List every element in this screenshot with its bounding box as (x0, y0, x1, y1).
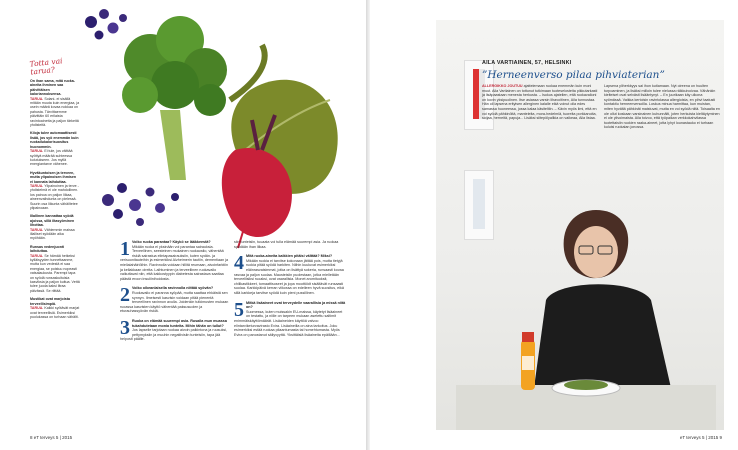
qa-answer: Ruokavalio ei paranna syöpää, mutta saattaa ehkäistä sen synnyn. Ilmeisesti kasvisin voidaan pitää pienentä terveellinen ravinnon avulla. Joidenkin tutkimusten mukaan ruoassa kasvisten käyttö vähentää paksusuolen ja eturauhassyövän riskiä. (120, 290, 229, 314)
myth-verdict: TARUA. (30, 96, 44, 101)
lead-in: ALLERGIKKO JOUTUU (482, 84, 523, 88)
qa-item (234, 254, 346, 295)
myth-question: Kiloja tulee automaattisesti lisää, jos syö enemmän kuin ruokailukalorisuositus huonommin. (30, 131, 79, 149)
qa-question: Voiko oikeanlaisella ravinnolla niittää syövän? (132, 286, 214, 291)
myth-sidebar (30, 58, 80, 319)
myth-item (30, 297, 80, 319)
qa-item (120, 286, 230, 314)
left-page (0, 0, 366, 450)
article-column-2 (234, 240, 346, 342)
qa-answer: Jos lapselle tarjotaan ruokaa aivoin palkintona ja ruusuksi, pettymyksiin ja muuhin negatiivisiin tunteisiin, tapa jää helposti päälle. (120, 328, 228, 342)
myth-item (30, 131, 80, 166)
blueberries-bottom (102, 183, 179, 226)
qa-number: 2 (120, 286, 130, 307)
myth-question: Mustikat ovat marjoista terveellisimpiä. (30, 297, 70, 306)
myth-verdict: TARUA. (30, 227, 44, 232)
qa-question: Mitä ruoka-aineita kaikkien pitäisi välttää? Miksi? (246, 254, 333, 259)
sidebar-title: Totta vai tarua? (29, 56, 63, 77)
myth-item (30, 79, 80, 127)
article-headline: ”Herneenverso pilaa pihviaterian” (482, 69, 665, 81)
right-page (370, 0, 738, 450)
qa-question: Ruoka on elämää suurempi asia. Rusaila mun muassa tukahdutetaan monia tunteita. Mihin tähän on tullut? (132, 318, 227, 328)
page-folio-right: eT terveys 5 | 2015 9 (679, 435, 722, 440)
myth-verdict: TARUA. (30, 306, 44, 311)
qa-answer: siin tunteisiin, tuuaata voi tulla elämää suurempi asia. Ja ruokaa syödään ihan liikaa. (234, 240, 339, 249)
myth-question: Hyväkuntoisen ja terveen, mutta ylipainoisen ihmisen ei kannata laihduttaa. (30, 170, 77, 184)
myth-answer: Vähiemmin maissa illalliset syödään aika myöhään. (30, 227, 75, 241)
qa-question: Mitkä lisäaineet ovat terveydelle vaarallisia ja missä niitä on? (246, 300, 346, 310)
qa-number: 4 (234, 254, 244, 275)
myth-question: On ihan sama, mitä ruoka-aineita ihminen saa päivittäisen kaloriannoksensa. (30, 79, 75, 97)
qa-answer: Mikään ruokia ei tarvitse kokonaan jättää pois, mutta tietyjä ruokia pitää syödä harkiten. Niihin kuuluvat esimerkiksi eläinrasvaisimmat, jotka on lisättyä sokeria, runsaasti kovaa rasvaa ja paljon suolaa. Mausteisiin puolestaan, jotka mielletään terveellisiksi ruoaksi, ovat vaarallisia. Monet aromituoksit, chilikastikkeet, tomaattisoseet ja jopa moottöidt sisältävät runsaasti suolaa. Karkkipäivä kerran viikossa on edelleen hyvä suositus, eikä sillä karkkeja tarvitse syödä kuin pieni pussillinen. (234, 258, 344, 295)
body-text: ajattelemaan ruokaa enemmän kuin moni muut. Aila Vartiainen on tottunut tutkimaan tuoteselosteita pikkutarkasti ja lisäpaastaan menesta herkusta. – Isokus ajatellen, että ruokavalioni on kovin yksipuolinen. Itse asiassa varsin lihavoitinen, Aila tunnustaa. Hän oli lapsena erityisen allerginen kalalle eikä voinut olla edes samassa huoneessa, jossa kalaa käsiteltiin. – Kävin myös ilmi, että en voi syödä pähkinöitä, manteleita, mora-hedelmiä, tuoreita porkkanoita, soijaa, herneitä, papuja... Lisäksi siitepölyallkia on vaikeaa, Aila listaa. (482, 84, 598, 121)
myth-item (30, 171, 80, 211)
qa-item (234, 301, 346, 338)
qa-number: 5 (234, 300, 244, 321)
qa-question: Voiko ruoka parantaa? Käykö se lääkkeestä? (132, 240, 211, 244)
qa-item (120, 240, 230, 281)
broccoli (121, 16, 227, 180)
qa-item (234, 240, 346, 249)
qa-number: 3 (120, 318, 130, 339)
myth-answer: Solani- ei sisällä mitään muuta kuin energiaa, ja usein määrä kovaa nokkaa on pahusta. Tärvittaemme päivittäin 60 erilaista ravintoainetta ja paljon tärkeitä yhdisteitä. (30, 96, 80, 128)
blueberries-top (85, 9, 127, 40)
myth-item (30, 214, 80, 240)
myth-verdict: TARUA. (30, 149, 44, 154)
interviewee-name: AILA VARTIAINEN, 57, HELSINKI (482, 60, 572, 66)
woman-eating-illustration (436, 20, 724, 430)
myth-verdict: TARUA. (30, 183, 44, 188)
text-column-b (604, 84, 720, 130)
myth-item (30, 245, 80, 293)
qa-answer: Suomessa, kuten muissakin EU-maissa, käytetyt lisäaineet on testattu, ja niille on tarpeen mukaan asetettu saltimit enimmäiskäyttömäärät. Lisäaineiden käyttöä valvoo elintarviketurvavirasto Evira. Lisäaineilla on aina tarkoitus. Joku esimerkiksi estää ruokaa pilaantumasta tai homehtumasta. Myös Evira on panostanut säilyvyyttä. Yksittäisiä lisäaineita epäillään... (234, 309, 343, 337)
qa-item (120, 319, 230, 342)
article-column-1 (120, 240, 230, 347)
qa-answer: Mikään ruoka ei yksinään voi parantaa sairauksia. Terveellinen, seesteinen mukainen ruokavalio, vähentää riskiä sairastua elintapasairauksiin, kuten sydän- ja verisuonitauteihin ja esimerkiksi Alzheimerin tautiin, dementiaan ja mielialahäiriöihin. Ravinnolla voidaan hillitä reumaan, aivoinfarktiin ja kellakkaan oireita. Laihtuminen ja terveellinen ruokavalio vaikuttavat niin, että kakkostyypin diabetesta sairastava saattaa päästä eroon insuliinihoidosta. (120, 244, 229, 281)
myth-answer: Ei tule, jos välttää syöttyä määrää suhteessa kulutukseen. Jos myllä energiantarve vähenee. (30, 149, 73, 167)
qa-number: 1 (120, 240, 130, 260)
myth-question: Runsas vedenjuonti laihduttaa. (30, 244, 65, 254)
portrait-photo (436, 20, 724, 430)
text-column-a (482, 84, 598, 121)
myth-verdict: TARUA. (30, 253, 44, 258)
page-folio-left: 8 eT terveys 5 | 2015 (30, 435, 73, 440)
myth-answer: Kaikki syötävät marjat ovat terveellisiä. Esimerkiksi puolukassa on turhaan vähälti. (30, 306, 80, 319)
myth-question: Illallinen kannattaa syödä ajoissa, sillä iltasyöminen lihottaa. (30, 214, 75, 228)
body-text: Lapsena yliherkkyys sai ihon kutiamaan. Nyt oireena on huulten turpoaminen, ja lisäksi milloin tulee nielussa räikkuivoivaa. Vähänkin kielteiset ovat selvästi lisääntynyt. – En juurikaan käy ulkona syömässä. Vaikka kertoisin ravintolassa allergioista, en pihvi taatusti kontaktiu herneenversoilla. Loskus minua harmittaa, kun muistan, miten hyvältä pähkinät maistuvat, mutta en voi syödä niitä. Toisaalta en ole ollut koskaan varsinainen kuhunnälti, joten herkuista kieltäytyminen ei ole ylivoimaista. Aila toivoo, että työpaikan verkkokahvilassa tuotettaisiin ruokien raaka-aineet, jotta lyhyt lounastauko ei turhaan kuluisi ruokalan jonossa. (604, 84, 720, 130)
myth-answer: Se hämää hetkeksi kylläisyyden tunnettaanme, mutta kun vedestä ei saa energiaa, se poistuu nopeasti vatsalaukusta. Parempi tapa on syödä runsaskuituisia kasviksia ja paljon kuitua. Vettä tulee juoda kaksi litraa päivässä. Se riittää. (30, 253, 80, 293)
myth-answer: Ylipainoinen ja terve -yhdistelmä ei ole mahdollinen. Ios painoa on paljon liikaa, aineenvaihdunta on pielessä. Suurin osa liikunta vähäiltetee ylipainoaan. (30, 183, 79, 210)
